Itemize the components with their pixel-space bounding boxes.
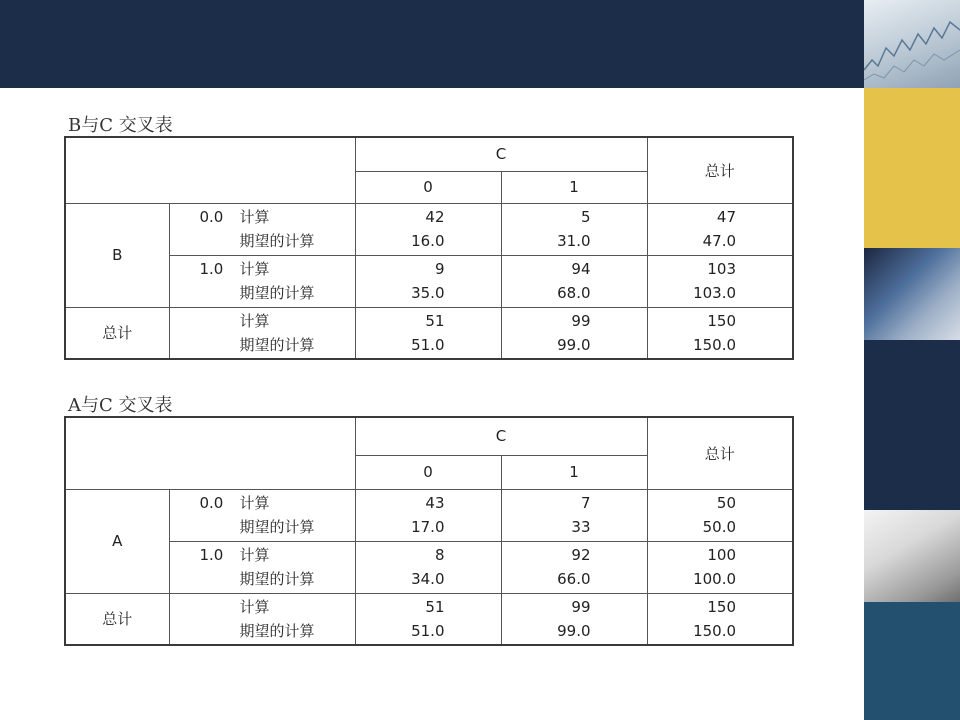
data-cell: 8 34.0	[355, 541, 501, 593]
count-label: 计算	[239, 597, 270, 616]
total-header: 总计	[647, 137, 793, 203]
data-cell: 92 66.0	[501, 541, 647, 593]
data-cell: 50 50.0	[647, 489, 793, 541]
expected-label: 期望的计算	[239, 232, 315, 250]
total-row-label: 总计	[65, 307, 169, 359]
stock-chart-icon	[864, 0, 960, 88]
data-cell: 43 17.0	[355, 489, 501, 541]
data-cell: 5 31.0	[501, 203, 647, 255]
side-image-chart	[864, 0, 960, 88]
data-cell: 150 150.0	[647, 593, 793, 645]
col-var-header: C	[355, 137, 647, 171]
table-caption: A与C 交叉表	[68, 395, 173, 416]
row-stat-labels	[169, 489, 355, 541]
data-cell: 9 35.0	[355, 255, 501, 307]
data-cell: 42 16.0	[355, 203, 501, 255]
corner-cell	[65, 137, 355, 203]
row-level: 1.0	[199, 260, 224, 278]
data-cell: 7 33	[501, 489, 647, 541]
total-row-label: 总计	[65, 593, 169, 645]
row-level: 1.0	[199, 546, 224, 564]
data-cell: 99 99.0	[501, 307, 647, 359]
count-label: 计算	[239, 208, 270, 226]
count-label: 计算	[239, 260, 270, 278]
count-label: 计算	[239, 546, 270, 564]
data-cell: 103 103.0	[647, 255, 793, 307]
table-caption: B与C 交叉表	[68, 115, 173, 136]
row-stat-labels	[169, 203, 355, 255]
side-image-device	[864, 248, 960, 340]
data-cell: 99 99.0	[501, 593, 647, 645]
data-cell: 100 100.0	[647, 541, 793, 593]
count-label: 计算	[239, 494, 270, 512]
row-var-label: B	[65, 203, 169, 307]
header-bar	[0, 0, 864, 88]
expected-label: 期望的计算	[239, 284, 315, 302]
data-cell: 47 47.0	[647, 203, 793, 255]
expected-label: 期望的计算	[239, 518, 315, 536]
row-stat-labels	[169, 541, 355, 593]
data-cell: 94 68.0	[501, 255, 647, 307]
side-panel-navy	[864, 340, 960, 510]
side-image-paper	[864, 510, 960, 602]
expected-label: 期望的计算	[239, 335, 315, 354]
row-stat-labels	[169, 593, 355, 645]
row-stat-labels	[169, 255, 355, 307]
col-var-header: C	[355, 417, 647, 455]
row-var-label: A	[65, 489, 169, 593]
col-level-header: 1	[501, 171, 647, 203]
row-stat-labels	[169, 307, 355, 359]
data-cell: 150 150.0	[647, 307, 793, 359]
col-level-header: 1	[501, 455, 647, 489]
count-label: 计算	[239, 311, 270, 330]
side-panel-yellow	[864, 88, 960, 248]
corner-cell	[65, 417, 355, 489]
crosstab-table	[64, 136, 794, 360]
total-header: 总计	[647, 417, 793, 489]
col-level-header: 0	[355, 171, 501, 203]
data-cell: 51 51.0	[355, 307, 501, 359]
col-level-header: 0	[355, 455, 501, 489]
side-panel-blue	[864, 602, 960, 720]
crosstab-table	[64, 416, 794, 646]
expected-label: 期望的计算	[239, 570, 315, 588]
data-cell: 51 51.0	[355, 593, 501, 645]
row-level: 0.0	[199, 494, 224, 512]
expected-label: 期望的计算	[239, 621, 315, 640]
row-level: 0.0	[199, 208, 224, 226]
